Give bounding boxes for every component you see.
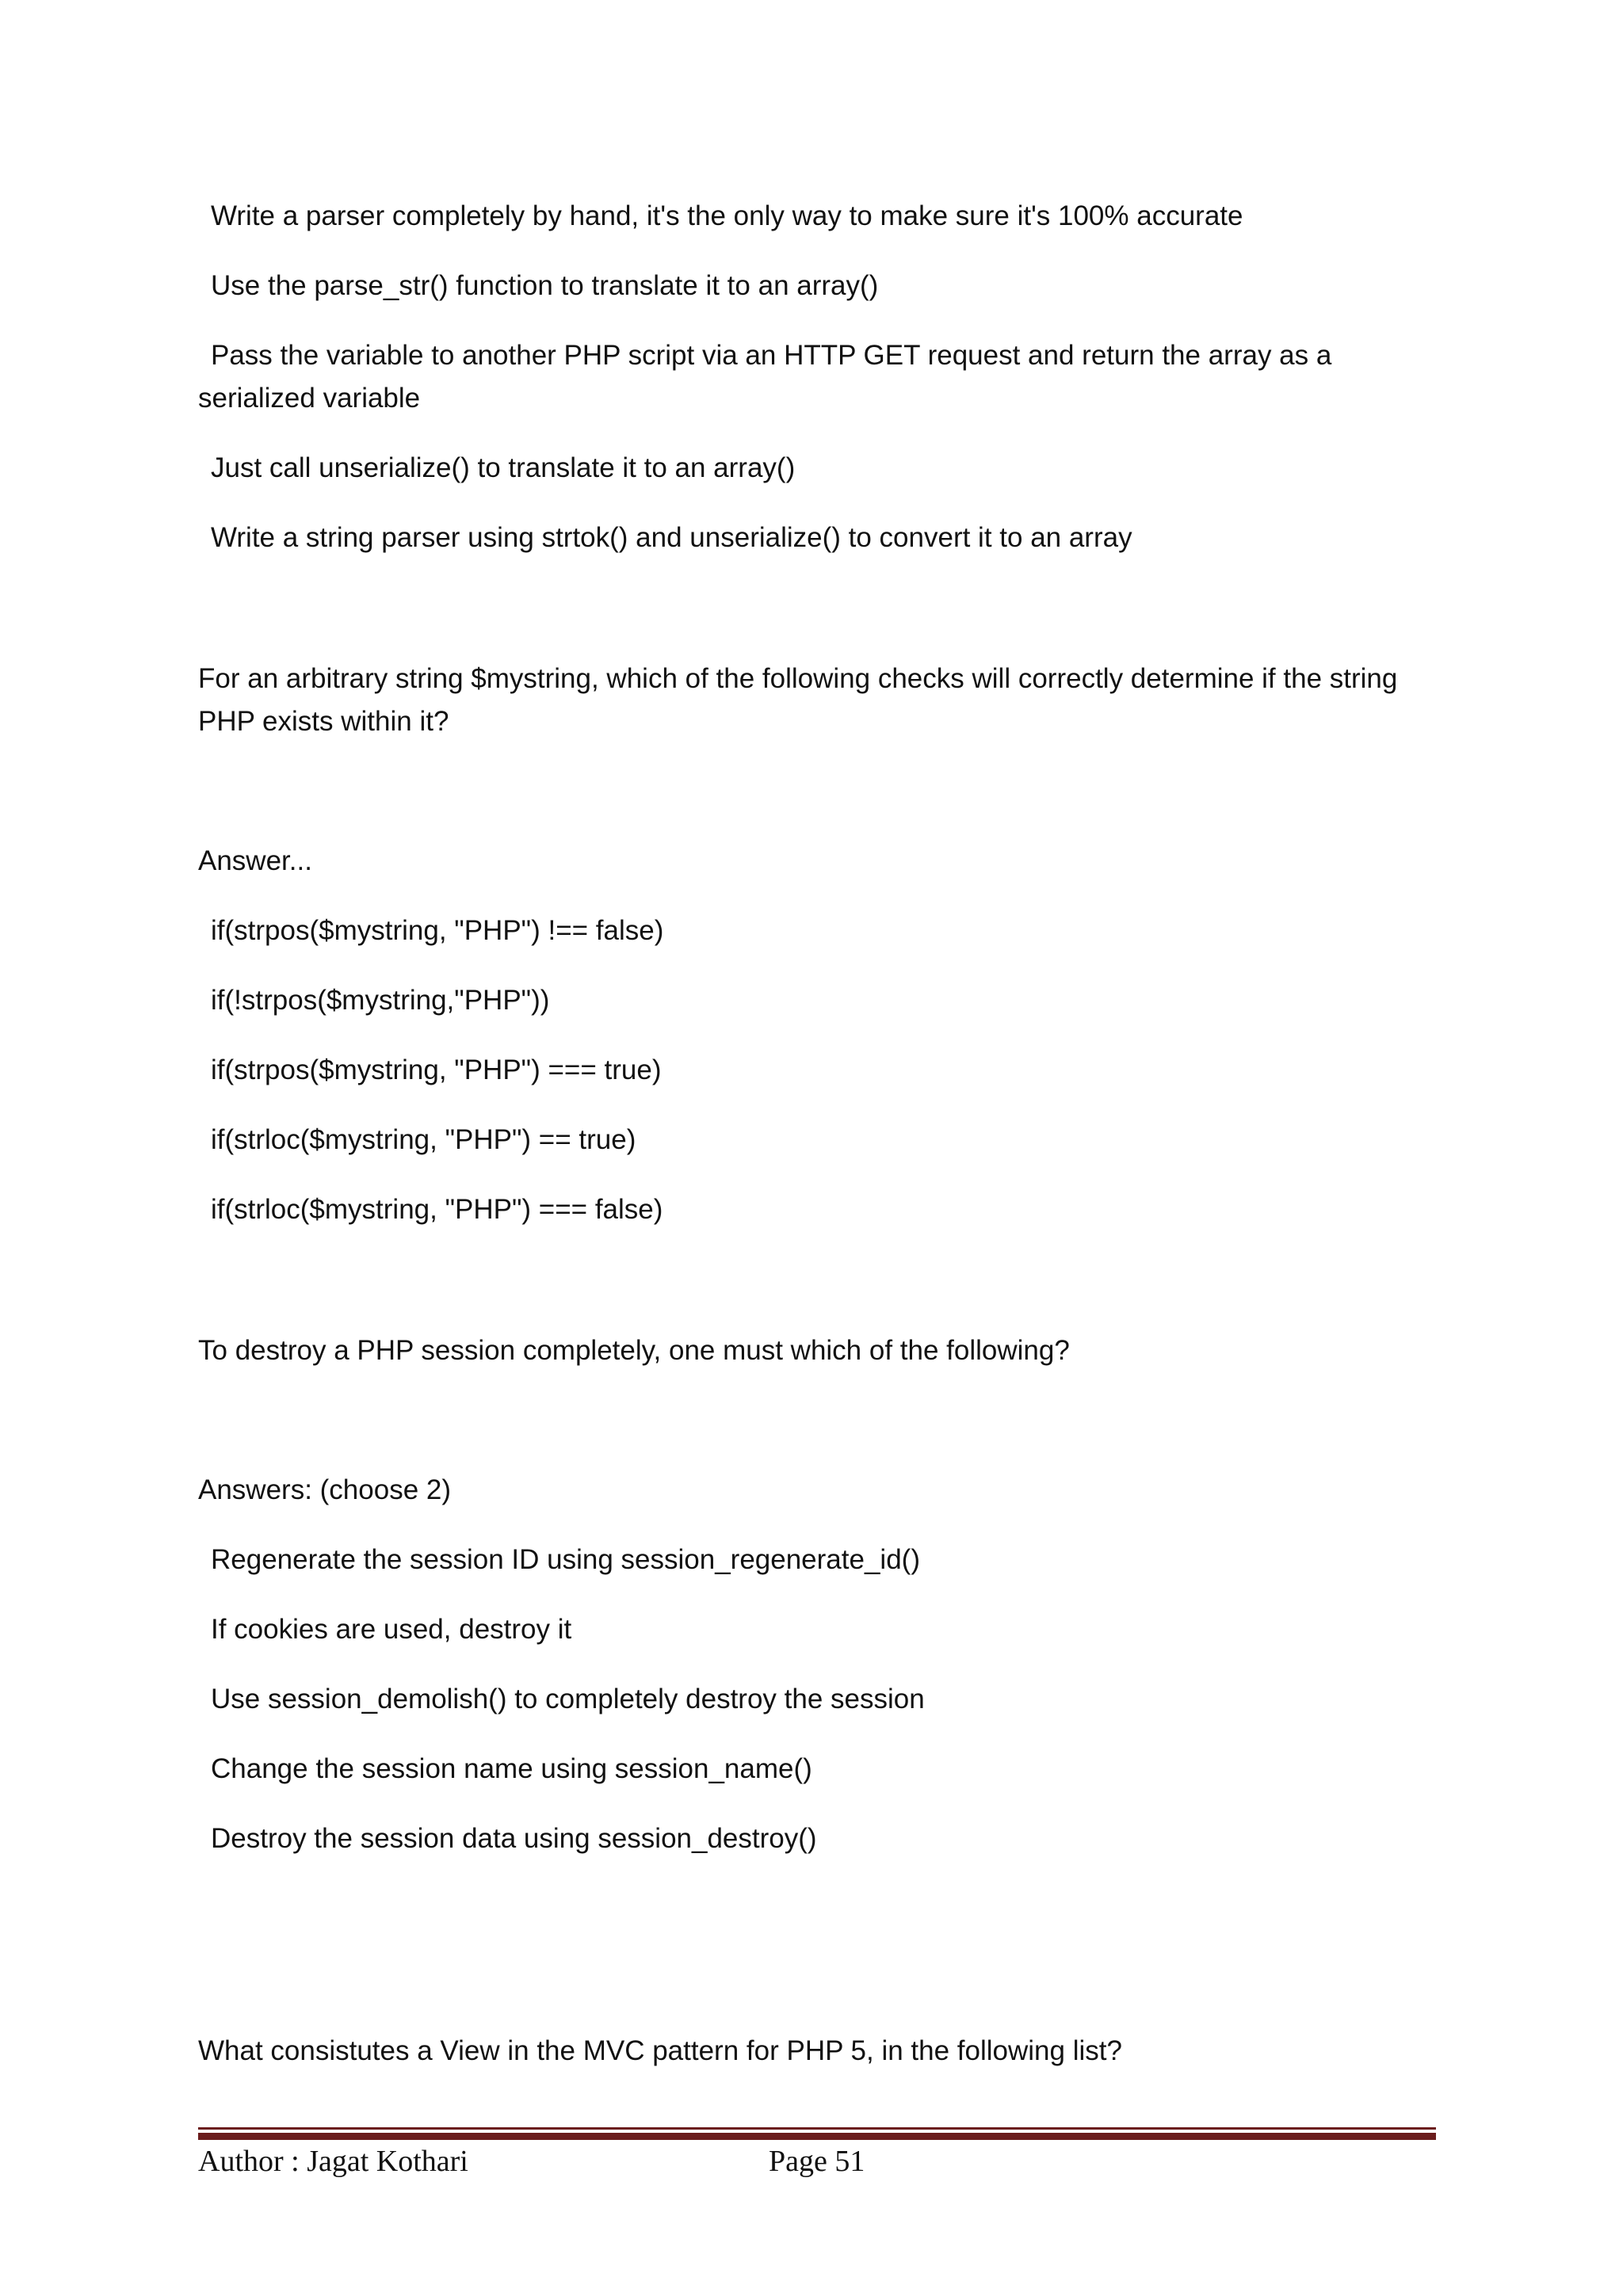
footer-author: Author : Jagat Kothari: [198, 2145, 468, 2178]
q3-option-2: If cookies are used, destroy it: [211, 1614, 572, 1645]
q2-option-3: if(strpos($mystring, "PHP") === true): [211, 1055, 662, 1085]
q2-question: For an arbitrary string $mystring, which of the following checks will correctly determine if the string PHP exists within it?: [198, 663, 1398, 737]
q3-option-4: Change the session name using session_name(): [211, 1753, 812, 1784]
q1-option-5: Write a string parser using strtok() and unserialize() to convert it to an array: [211, 522, 1132, 553]
q1-option-4: Just call unserialize() to translate it to an array(): [211, 452, 796, 483]
q3-question: To destroy a PHP session completely, one must which of the following?: [198, 1335, 1070, 1366]
q4-question: What consistutes a View in the MVC pattern for PHP 5, in the following list?: [198, 2035, 1122, 2066]
q1-option-2: Use the parse_str() function to translate it to an array(): [211, 270, 879, 301]
q2-answer-label: Answer...: [198, 845, 312, 876]
q3-answer-label: Answers: (choose 2): [198, 1474, 452, 1505]
q3-option-5: Destroy the session data using session_destroy(): [211, 1823, 817, 1854]
q1-option-1: Write a parser completely by hand, it's the only way to make sure it's 100% accurate: [211, 200, 1243, 231]
q1-option-3: Pass the variable to another PHP script via an HTTP GET request and return the array as a serialized variable: [198, 340, 1332, 414]
q3-option-1: Regenerate the session ID using session_regenerate_id(): [211, 1544, 920, 1575]
footer-rule-thin: [198, 2127, 1436, 2130]
q2-option-1: if(strpos($mystring, "PHP") !== false): [211, 915, 664, 946]
q3-option-3: Use session_demolish() to completely destroy the session: [211, 1684, 925, 1714]
q2-option-2: if(!strpos($mystring,"PHP")): [211, 985, 550, 1016]
q2-option-5: if(strloc($mystring, "PHP") === false): [211, 1194, 663, 1225]
q2-option-4: if(strloc($mystring, "PHP") == true): [211, 1124, 636, 1155]
footer-page-number: Page 51: [769, 2145, 865, 2178]
